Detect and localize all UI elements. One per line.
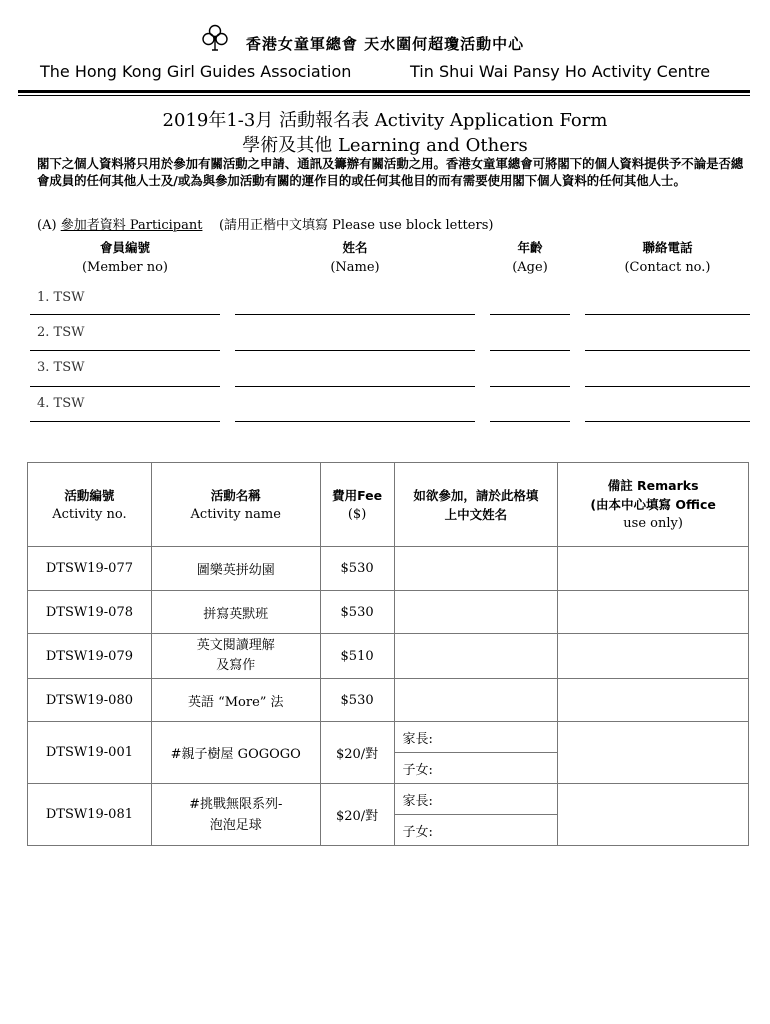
age-field-3[interactable]: [490, 386, 570, 387]
col-header-age: 年齡 (Age): [512, 240, 548, 275]
activity-fee: $530: [320, 679, 394, 722]
privacy-notice: 閣下之個人資料將只用於參加有關活動之申請、通訊及籌辦有關活動之用。香港女童軍總會可將閣下的個人資料提供予不論是否總會成員的任何其他人士及/或為與參加活動有關的運作目的或任何其他目的而有需要使用閣下個人資料的任何其他人士。: [37, 156, 744, 188]
parent-name-field[interactable]: 家長:: [394, 722, 558, 753]
child-name-field[interactable]: 子女:: [394, 753, 558, 784]
contact-field-2[interactable]: [585, 350, 750, 351]
activity-code: DTSW19-080: [28, 679, 152, 722]
activity-name: 圖樂英拼幼園: [151, 547, 320, 591]
table-row: [28, 634, 749, 679]
table-row: [28, 679, 749, 722]
join-name-field[interactable]: [394, 679, 558, 722]
contact-field-3[interactable]: [585, 386, 750, 387]
col-header-contact: 聯絡電話 (Contact no.): [624, 240, 711, 275]
remarks-cell: [558, 547, 749, 591]
join-name-field[interactable]: [394, 591, 558, 634]
contact-field-4[interactable]: [585, 421, 750, 422]
activity-table: [27, 462, 749, 846]
remarks-cell: [558, 784, 749, 846]
header-rule-thick: [18, 90, 750, 93]
activity-fee: $510: [320, 634, 394, 679]
col-header-name: 姓名 (Name): [330, 240, 380, 275]
member-no-field-2[interactable]: [30, 350, 220, 351]
table-row: [28, 591, 749, 634]
remarks-cell: [558, 722, 749, 784]
header-remarks: 備註 Remarks (由本中心填寫 Office use only): [558, 463, 749, 547]
form-subtitle: 學術及其他 Learning and Others: [242, 135, 528, 156]
activity-code: DTSW19-077: [28, 547, 152, 591]
header-fee: 費用Fee ($): [320, 463, 394, 547]
activity-fee: $20/對: [320, 784, 394, 846]
section-a-label: (A): [37, 218, 57, 233]
child-name-field[interactable]: 子女:: [394, 815, 558, 846]
parent-name-field[interactable]: 家長:: [394, 784, 558, 815]
activity-name: 英文閱讀理解 及寫作: [151, 634, 320, 679]
header-activity-name: 活動名稱 Activity name: [151, 463, 320, 547]
participant-row-label: 2. TSW: [37, 325, 85, 340]
join-name-field[interactable]: [394, 547, 558, 591]
activity-code: DTSW19-078: [28, 591, 152, 634]
activity-fee: $530: [320, 591, 394, 634]
table-row: [28, 547, 749, 591]
section-a-title: 參加者資料 Participant: [60, 218, 203, 233]
section-a-heading: [37, 214, 493, 233]
participant-row-label: 3. TSW: [37, 360, 85, 375]
activity-fee: $530: [320, 547, 394, 591]
participant-row-label: 1. TSW: [37, 290, 85, 305]
activity-name: #親子樹屋 GOGOGO: [151, 722, 320, 784]
member-no-field-4[interactable]: [30, 421, 220, 422]
table-header-row: [28, 463, 749, 547]
join-name-field[interactable]: [394, 634, 558, 679]
name-field-2[interactable]: [235, 350, 475, 351]
remarks-cell: [558, 679, 749, 722]
section-a-instruction: (請用正楷中文填寫 Please use block letters): [218, 218, 494, 233]
participant-row-label: 4. TSW: [37, 396, 85, 411]
activity-name: #挑戰無限系列- 泡泡足球: [151, 784, 320, 846]
header-activity-no: 活動編號 Activity no.: [28, 463, 152, 547]
activity-code: DTSW19-001: [28, 722, 152, 784]
col-header-member-no: 會員編號 (Member no): [81, 240, 169, 275]
name-field-3[interactable]: [235, 386, 475, 387]
header-rule-thin: [18, 95, 750, 96]
activity-name: 英語 “More” 法: [151, 679, 320, 722]
member-no-field-3[interactable]: [30, 386, 220, 387]
contact-field-1[interactable]: [585, 314, 750, 315]
name-field-4[interactable]: [235, 421, 475, 422]
member-no-field-1[interactable]: [30, 314, 220, 315]
age-field-4[interactable]: [490, 421, 570, 422]
header-join-name: 如欲參加，請於此格填 上中文姓名: [394, 463, 558, 547]
activity-code: DTSW19-081: [28, 784, 152, 846]
form-title: 2019年1-3月 活動報名表 Activity Application Form: [162, 110, 608, 131]
activity-fee: $20/對: [320, 722, 394, 784]
table-row: [28, 784, 749, 815]
org-name-english: The Hong Kong Girl Guides Association: [40, 62, 352, 81]
org-name-chinese: 香港女童軍總會 天水圍何超瓊活動中心: [245, 35, 525, 53]
age-field-1[interactable]: [490, 314, 570, 315]
remarks-cell: [558, 591, 749, 634]
table-row: [28, 722, 749, 753]
centre-name-english: Tin Shui Wai Pansy Ho Activity Centre: [410, 62, 711, 81]
age-field-2[interactable]: [490, 350, 570, 351]
activity-name: 拼寫英默班: [151, 591, 320, 634]
activity-code: DTSW19-079: [28, 634, 152, 679]
name-field-1[interactable]: [235, 314, 475, 315]
remarks-cell: [558, 634, 749, 679]
